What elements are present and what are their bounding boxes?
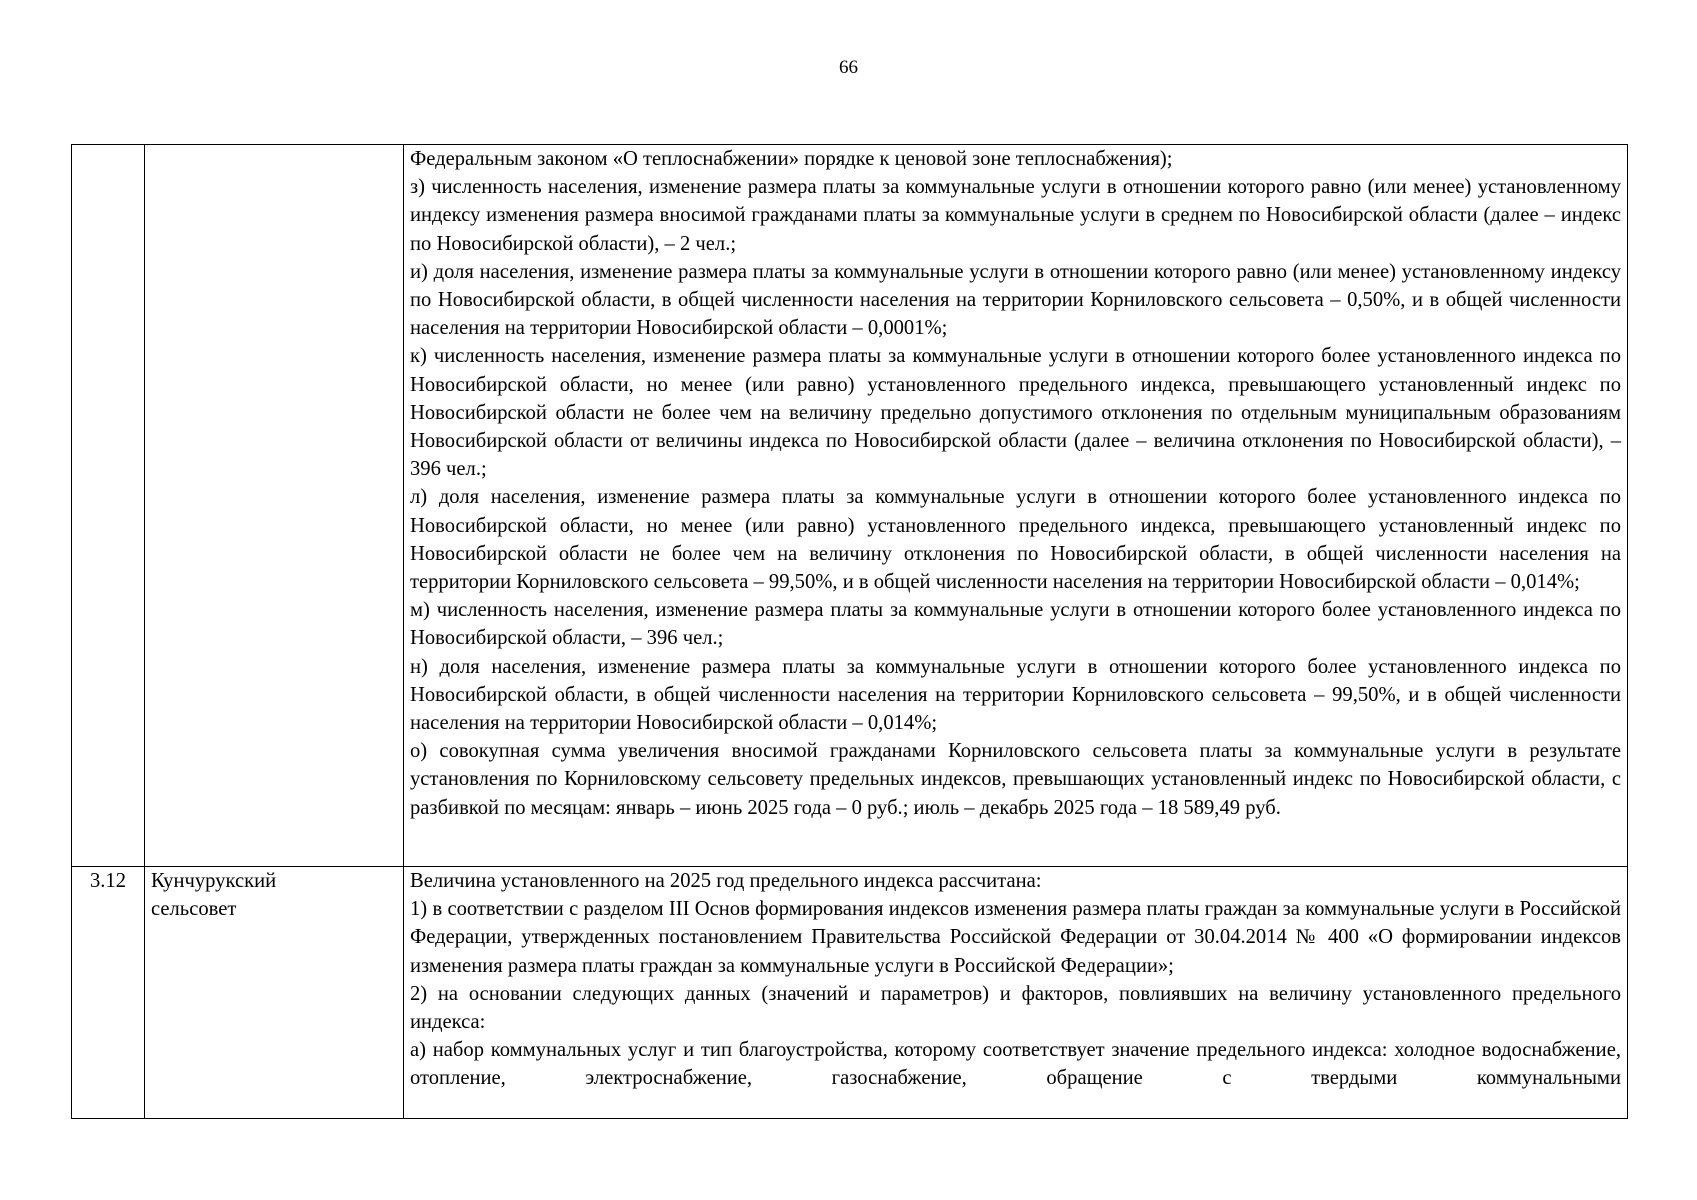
paragraph: Величина установленного на 2025 год предельного индекса рассчитана: — [410, 870, 1042, 892]
paragraph-item-z: з) численность населения, изменение размера платы за коммунальные услуги в отношении которого равно (или менее) установленному индексу изменения размера вносимой гражданами платы за коммунальные услуги в среднем по Новосибирской области (далее – индекс по Новосибирской области), – 2 чел.; — [410, 176, 1621, 255]
municipality-name-line: сельсовет — [151, 898, 237, 921]
paragraph-item-o: о) совокупная сумма увеличения вносимой гражданами Корниловского сельсовета платы за коммунальные услуги в результате установления по Корниловскому сельсовету предельных индексов, превышающих установленный индекс по Новосибирской области, с разбивкой по месяцам: январь – июнь 2025 года – 0 руб.; июль – декабрь 2025 года – 18 589,49 руб. — [410, 740, 1621, 819]
row-number-cell — [72, 145, 145, 867]
paragraph-item-k: к) численность населения, изменение размера платы за коммунальные услуги в отношении которого более установленного индекса по Новосибирской области, но менее (или равно) установленного предельного индекса, превышающего установленный индекс по Новосибирской области не более чем на величину предельно допустимого отклонения по отдельным муниципальным образованиям Новосибирской области от величины индекса по Новосибирской области (далее – величина отклонения по Новосибирской области), – 396 чел.; — [410, 345, 1621, 481]
paragraph-item-a: а) набор коммунальных услуг и тип благоустройства, которому соответствует значение предельного индекса: холодное водоснабжение, отопление, электроснабжение, газоснабжение, обращение с твердыми коммунальными — [410, 1039, 1621, 1090]
page-number: 66 — [839, 57, 858, 78]
row-number-cell: 3.12 — [72, 867, 145, 1119]
description-cell — [404, 145, 1628, 867]
paragraph-item-1: 1) в соответствии с разделом III Основ формирования индексов изменения размера платы граждан за коммунальные услуги в Российской Федерации, утвержденных постановлением Правительства Российской Федерации от 30.04.2014 № 400 «О формировании индексов изменения размера платы граждан за коммунальные услуги в Российской Федерации»; — [410, 898, 1621, 977]
table-row — [72, 145, 1628, 867]
table-row — [72, 867, 1628, 1119]
paragraph-item-m: м) численность населения, изменение размера платы за коммунальные услуги в отношении которого более установленного индекса по Новосибирской области, – 396 чел.; — [410, 599, 1621, 650]
paragraph-item-2: 2) на основании следующих данных (значений и параметров) и факторов, повлиявших на величину установленного предельного индекса: — [410, 982, 1621, 1034]
document-table — [71, 144, 1628, 1119]
paragraph-item-l: л) доля населения, изменение размера платы за коммунальные услуги в отношении которого более установленного индекса по Новосибирской области, но менее (или равно) установленного предельного индекса, превышающего установленный индекс по Новосибирской области не более чем на величину отклонения по Новосибирской области, в общей численности населения на территории Корниловского сельсовета – 99,50%, и в общей численности населения на территории Новосибирской области – 0,014%; — [410, 486, 1621, 594]
paragraph: Федеральным законом «О теплоснабжении» порядке к ценовой зоне теплоснабжения); — [410, 148, 1173, 170]
municipality-name-line: Кунчурукский — [151, 870, 277, 892]
paragraph-item-n: н) доля населения, изменение размера платы за коммунальные услуги в отношении которого более установленного индекса по Новосибирской области, в общей численности населения на территории Корниловского сельсовета – 99,50%, и в общей численности населения на территории Новосибирской области – 0,014%; — [410, 655, 1621, 735]
municipality-name-cell — [145, 145, 404, 867]
municipality-name-cell — [145, 867, 404, 1119]
description-cell — [404, 867, 1628, 1119]
paragraph-item-i: и) доля населения, изменение размера платы за коммунальные услуги в отношении которого равно (или менее) установленному индексу по Новосибирской области, в общей численности населения на территории Корниловского сельсовета – 0,50%, и в общей численности населения на территории Новосибирской области – 0,0001%; — [410, 260, 1621, 340]
